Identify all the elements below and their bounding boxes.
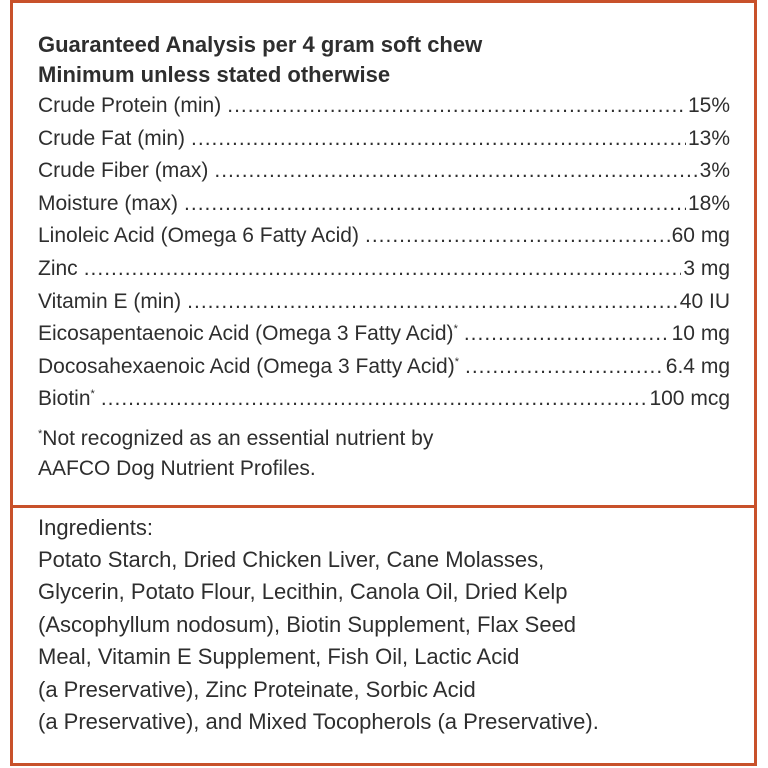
nutrient-name: Crude Fiber (max) [38,159,209,183]
analysis-row [38,286,730,319]
nutrient-value: 3% [699,159,730,183]
nutrient-name: Crude Protein (min) [38,94,222,117]
analysis-heading-line2: Minimum unless stated otherwise [38,62,391,87]
ingredients-line: (a Preservative), and Mixed Tocopherols (a Preservative). [38,709,599,735]
section-divider [13,505,754,508]
ingredients-line: (Ascophyllum nodosum), Biotin Supplement, Flax Seed [38,611,577,637]
nutrient-value: 60 mg [671,224,730,248]
analysis-row [38,351,730,384]
dot-leader [464,318,670,351]
nutrient-value: 10 mg [671,322,730,346]
ingredients-title: Ingredients: [38,515,153,540]
dot-leader [191,123,686,156]
analysis-row [38,253,730,286]
nutrient-value: 18% [687,191,730,215]
ingredients-line: Potato Starch, Dried Chicken Liver, Cane Molasses, [38,547,545,572]
footnote [38,424,730,484]
nutrient-name: Biotin [38,387,91,411]
nutrient-name: Zinc [38,256,78,280]
analysis-row [38,220,730,253]
asterisk-mark: * [90,388,95,401]
guaranteed-analysis-section [38,30,730,484]
nutrient-name: Eicosapentaenoic Acid (Omega 3 Fatty Acid) [38,322,454,346]
asterisk-mark: * [454,355,459,368]
nutrient-value: 100 mcg [649,387,730,411]
analysis-row [38,155,730,188]
nutrient-name: Docosahexaenoic Acid (Omega 3 Fatty Acid) [38,354,455,378]
ingredients-line: Glycerin, Potato Flour, Lecithin, Canola Oil, Dried Kelp [38,579,568,605]
analysis-table [38,90,730,416]
nutrient-value: 15% [687,94,730,117]
dot-leader [227,90,686,123]
dot-leader [101,383,648,416]
analysis-row [38,188,730,221]
nutrient-value: 13% [687,126,730,150]
nutrient-value: 6.4 mg [665,354,730,378]
analysis-heading-line1: Guaranteed Analysis per 4 gram soft chew [38,32,483,57]
asterisk-mark: * [453,323,458,336]
dot-leader [365,220,670,253]
nutrient-value: 3 mg [683,256,730,280]
ingredients-section [38,512,730,738]
footnote-asterisk: * [38,427,43,440]
nutrient-value: 40 IU [679,289,730,313]
nutrient-name: Crude Fat (min) [38,126,186,150]
nutrient-name: Moisture (max) [38,191,179,215]
dot-leader [465,351,664,384]
ingredients-line: Meal, Vitamin E Supplement, Fish Oil, Lactic Acid [38,644,520,670]
analysis-row [38,383,730,416]
analysis-row [38,90,730,123]
footnote-line2: AAFCO Dog Nutrient Profiles. [38,456,316,480]
analysis-row [38,123,730,156]
analysis-row [38,318,730,351]
ingredients-line: (a Preservative), Zinc Proteinate, Sorbic Acid [38,676,476,702]
dot-leader [187,286,678,319]
footnote-line1: Not recognized as an essential nutrient by [42,426,434,450]
nutrient-name: Vitamin E (min) [38,289,182,313]
dot-leader [184,188,686,221]
dot-leader [84,253,682,286]
dot-leader [214,155,697,188]
nutrient-name: Linoleic Acid (Omega 6 Fatty Acid) [38,224,359,248]
